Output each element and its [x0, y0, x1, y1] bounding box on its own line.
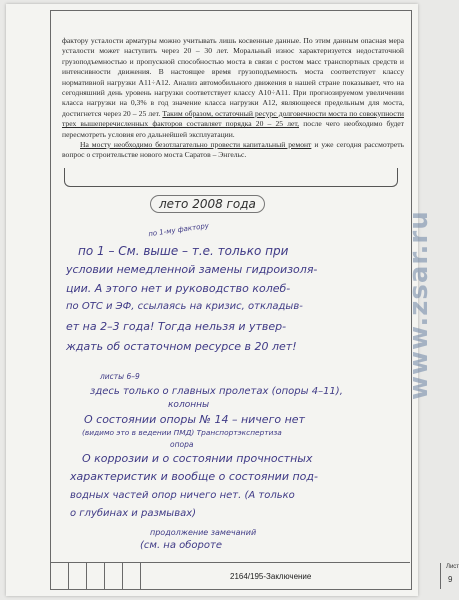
handwritten-line-13: характеристик и вообще о состоянии под-	[70, 470, 318, 483]
title-block-cell	[140, 563, 141, 589]
handwritten-line-5: ет на 2–3 года! Тогда нельзя и утвер-	[66, 320, 287, 333]
watermark-url: www.zsar.ru	[404, 210, 434, 400]
handwritten-line-15: о глубинах и размывах)	[70, 508, 197, 519]
title-block-cell	[440, 563, 441, 589]
handwritten-line-6: ждать об остаточном ресурсе в 20 лет!	[66, 340, 297, 353]
handwritten-line-1: по 1 – См. выше – т.е. только при	[78, 244, 289, 258]
handwritten-summer-label: лето 2008 года	[150, 195, 265, 213]
typed-text-block	[62, 36, 404, 161]
handwritten-line-17: (см. на обороте	[140, 540, 222, 551]
title-block-cell	[68, 563, 69, 589]
handwritten-line-12: О коррозии и о состоянии прочностных	[82, 452, 313, 465]
handwritten-note-sheets: листы 6–9	[100, 372, 140, 381]
typed-paragraph-2	[62, 140, 404, 161]
typed-paragraph-1-tail: после чего необходимо будет пересмотреть условия его дальнейшей эксплуатации.	[62, 119, 404, 139]
handwritten-line-11: опора	[170, 440, 194, 449]
sheet-number: 9	[448, 575, 453, 584]
handwritten-line-2: условии немедленной замены гидроизоля-	[66, 263, 318, 276]
document-code: 2164/195-Заключение	[230, 572, 312, 581]
handwritten-line-14: водных частей опор ничего нет. (А только	[70, 490, 295, 501]
title-block	[50, 562, 459, 589]
typed-paragraph-1-text: фактору усталости арматуры можно учитывать лишь косвенные данные. По этим данным опасная мера усталости может наступить через 20 – 30 лет. Моральный износ характеризуется недостаточной грузоподъемностью и пропускной способностью моста в связи с ростом масс транспортных средств и интенсивности движения. В настоящее время грузоподъемность моста соответствует классу нормативной нагрузки А11÷А12. Анализ автомобильного движения в нашей стране показывает, что на сегодняшний день уровень нагрузки соответствует классу А10÷А11. При прогнозируемом увеличении класса нагрузки на 0,3% в год значение класса нагрузки А12, являющееся предельным для моста, достигнется через 20 – 25 лет.	[62, 36, 404, 118]
typed-paragraph-1	[62, 36, 404, 140]
handwritten-note-factor: по 1-му фактору	[147, 221, 210, 239]
sheet-label: Лист	[446, 564, 459, 570]
handwritten-line-3: ции. А этого нет и руководство колеб-	[66, 282, 291, 295]
handwritten-line-10: (видимо это в ведении ПМД) Транспортэкспертиза	[82, 428, 282, 437]
typed-paragraph-1-underlined: Таким образом, остаточный ресурс долговечности моста по совокупности трех вышеперечисленных факторов составляет порядка 20 – 25 лет,	[62, 108, 404, 129]
handwritten-line-8: колонны	[168, 400, 210, 410]
handwritten-line-7: здесь только о главных пролетах (опоры 4–11),	[90, 386, 343, 397]
typed-paragraph-2-underlined: На мосту необходимо безотлагательно провести капитальный ремонт	[80, 140, 312, 150]
title-block-cell	[86, 563, 87, 589]
handwritten-bracket	[64, 168, 398, 187]
handwritten-line-4: по ОТС и ЭФ, ссылаясь на кризис, откладыв-	[66, 301, 303, 312]
handwritten-line-9: О состоянии опоры № 14 – ничего нет	[84, 413, 305, 426]
title-block-cell	[122, 563, 123, 589]
handwritten-line-16: продолжение замечаний	[150, 528, 257, 537]
title-block-cell	[104, 563, 105, 589]
typed-paragraph-2-tail: и уже сегодня рассмотреть вопрос о строительстве нового моста Саратов – Энгельс.	[62, 140, 404, 160]
